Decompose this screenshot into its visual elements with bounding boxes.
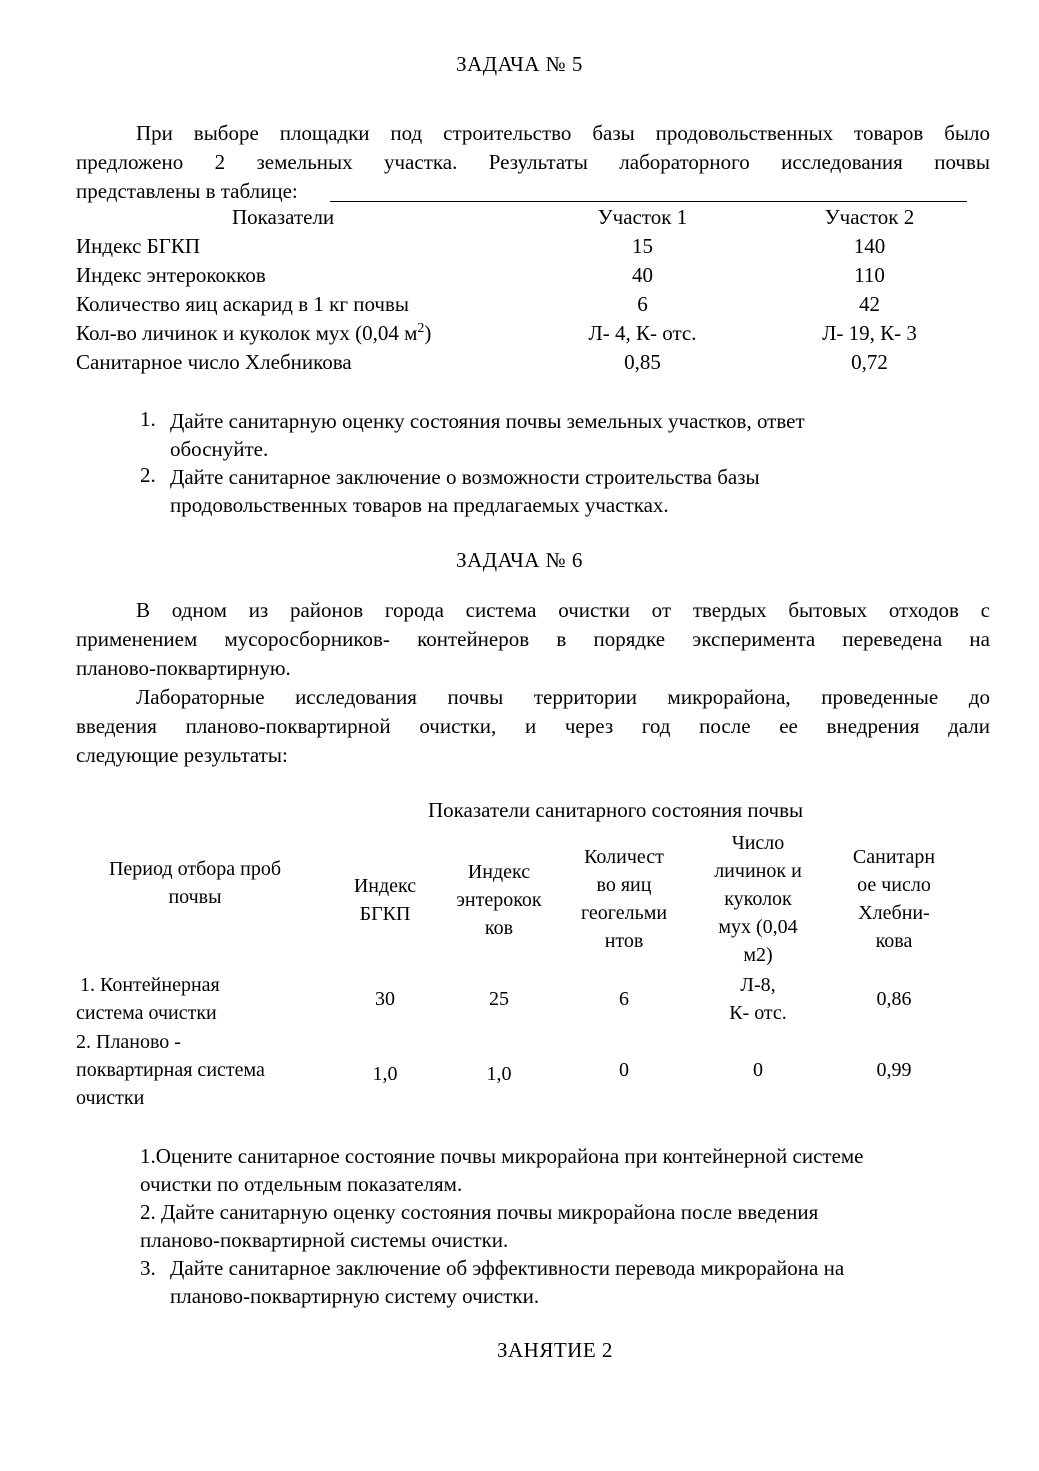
- task6-p1-line2: применением мусоросборников- контейнеров в порядке эксперимента переведена на: [76, 627, 990, 651]
- question-line: очистки по отдельным показателям.: [140, 1172, 463, 1196]
- task6-paragraph2: [76, 683, 990, 770]
- question-line: 2. Дайте санитарную оценку состояния почвы микрорайона после введения: [140, 1200, 819, 1224]
- header-line: Число: [731, 832, 785, 854]
- task5-row-value-plot1: Л- 4, К- отс.: [588, 321, 697, 345]
- task5-row-value-plot2: 110: [854, 263, 885, 287]
- task6-row2-helminth-eggs: 0: [619, 1059, 629, 1081]
- task5-header-plot1: Участок 1: [597, 205, 688, 229]
- row-label-line: 2. Планово -: [76, 1031, 181, 1053]
- header-line: ое число: [857, 874, 931, 896]
- question-text: [170, 1254, 844, 1310]
- task5-row-value-plot2: Л- 19, К- 3: [822, 321, 917, 345]
- question-text: [170, 463, 760, 519]
- task6-col-header-enterococci: [440, 858, 558, 942]
- task5-row4-superscript: 2: [417, 321, 425, 336]
- header-line: Период отбора проб: [108, 858, 282, 880]
- task6-group-header: Показатели санитарного состояния почвы: [428, 798, 804, 822]
- task5-row-value-plot1: 40: [632, 263, 653, 287]
- task5-row4-suffix: ): [424, 321, 432, 345]
- task6-row1-label: [76, 971, 220, 1027]
- task6-row1-bgkp: 30: [375, 988, 395, 1010]
- header-line: БГКП: [359, 903, 411, 925]
- cell-line: Л-8,: [740, 974, 776, 996]
- task5-row-value-plot2: 140: [853, 234, 886, 258]
- task5-row-label: Санитарное число Хлебникова: [76, 350, 352, 374]
- task6-col-header-khlebnikov: [830, 843, 958, 955]
- header-line: Индекс: [353, 875, 417, 897]
- row-label-line: 1. Контейнерная: [80, 974, 220, 996]
- question-number: 3.: [140, 1256, 156, 1280]
- header-line: Количест: [584, 846, 664, 868]
- task6-row2-larvae: 0: [753, 1059, 763, 1081]
- header-line: ков: [484, 917, 514, 939]
- question-line: обоснуйте.: [170, 437, 269, 461]
- question-line: Дайте санитарное заключение об эффективности перевода микрорайона на: [170, 1256, 845, 1280]
- header-line: Индекс: [467, 861, 531, 883]
- task6-row2-bgkp: 1,0: [372, 1063, 398, 1085]
- header-line: энтерокок: [456, 889, 542, 911]
- task6-heading: ЗАДАЧА № 6: [456, 548, 583, 572]
- question-line: продовольственных товаров на предлагаемых участках.: [170, 493, 669, 517]
- header-line: почвы: [168, 886, 222, 908]
- task6-p2-line3: следующие результаты:: [76, 743, 288, 767]
- task5-row-label: [76, 321, 431, 346]
- table-top-rule: [330, 201, 967, 202]
- question-line: планово-поквартирной системы очистки.: [140, 1228, 509, 1252]
- question-line: Дайте санитарную оценку состояния почвы земельных участков, ответ: [170, 409, 805, 433]
- header-line: геогельми: [580, 902, 668, 924]
- task6-p2-line1: Лабораторные исследования почвы территории микрорайона, проведенные до: [136, 685, 990, 709]
- task6-p2-line2: введения планово-поквартирной очистки, и через год после ее внедрения дали: [76, 714, 990, 738]
- question-number: 1.: [140, 407, 156, 431]
- header-line: Хлебни-: [858, 902, 930, 924]
- task5-row-value-plot2: 0,72: [851, 350, 888, 374]
- question-line: 1.Оцените санитарное состояние почвы микрорайона при контейнерной системе: [140, 1144, 864, 1168]
- task6-col-header-bgkp: [330, 872, 440, 928]
- task6-col-header-period: [80, 855, 310, 911]
- row-label-line: поквартирная система: [76, 1059, 265, 1081]
- task5-row-value-plot1: 0,85: [624, 350, 661, 374]
- question-text: [140, 1198, 818, 1254]
- header-line: Санитарн: [852, 846, 936, 868]
- question-number: 2.: [140, 463, 156, 487]
- task6-row1-larvae: [694, 971, 822, 1027]
- task5-header-indicators: Показатели: [232, 205, 335, 229]
- task5-intro-line2: предложено 2 земельных участка. Результаты лабораторного исследования почвы: [76, 150, 990, 174]
- question-line: Дайте санитарное заключение о возможности строительства базы: [170, 465, 760, 489]
- task5-row-label: Индекс БГКП: [76, 234, 201, 258]
- task5-row-value-plot2: 42: [859, 292, 880, 316]
- header-line: мух (0,04: [718, 916, 798, 938]
- task6-row1-helminth-eggs: 6: [619, 988, 629, 1010]
- cell-line: К- отс.: [729, 1002, 787, 1024]
- task6-paragraph1: [76, 596, 990, 683]
- header-line: нтов: [604, 930, 644, 952]
- header-line: личинок и: [714, 860, 802, 882]
- task6-col-header-helminth-eggs: [562, 843, 686, 955]
- task5-intro-line3: представлены в таблице:: [76, 179, 298, 203]
- task5-heading: ЗАДАЧА № 5: [456, 52, 583, 76]
- question-line: планово-поквартирную систему очистки.: [170, 1284, 540, 1308]
- task5-header-plot2: Участок 2: [824, 205, 915, 229]
- question-text: [170, 407, 805, 463]
- task5-row-value-plot1: 15: [632, 234, 653, 258]
- task5-row4-label-text: Кол-во личинок и куколок мух (0,04 м: [76, 321, 418, 345]
- header-line: во яиц: [596, 874, 652, 896]
- header-line: куколок: [724, 888, 792, 910]
- header-line: кова: [875, 930, 913, 952]
- task5-intro: [76, 119, 990, 206]
- task6-row2-enterococci: 1,0: [486, 1063, 512, 1085]
- task6-col-header-larvae: [694, 829, 822, 969]
- row-label-line: система очистки: [76, 1002, 217, 1024]
- task5-row-label: Индекс энтерококков: [76, 263, 266, 287]
- task6-row1-enterococci: 25: [489, 988, 509, 1010]
- task5-intro-line1: При выборе площадки под строительство базы продовольственных товаров было: [136, 121, 990, 145]
- task5-row-value-plot1: 6: [637, 292, 648, 316]
- task6-row1-khlebnikov: 0,86: [876, 988, 912, 1010]
- row-label-line: очистки: [76, 1087, 145, 1109]
- task6-p1-line3: планово-поквартирную.: [76, 656, 291, 680]
- header-line: м2): [743, 944, 773, 966]
- lesson-heading: ЗАНЯТИЕ 2: [497, 1338, 613, 1362]
- task6-row2-label: [76, 1028, 265, 1112]
- question-text: [140, 1142, 864, 1198]
- task5-row-label: Количество яиц аскарид в 1 кг почвы: [76, 292, 409, 316]
- task6-row2-khlebnikov: 0,99: [876, 1059, 912, 1081]
- task6-p1-line1: В одном из районов города система очистки от твердых бытовых отходов с: [136, 598, 990, 622]
